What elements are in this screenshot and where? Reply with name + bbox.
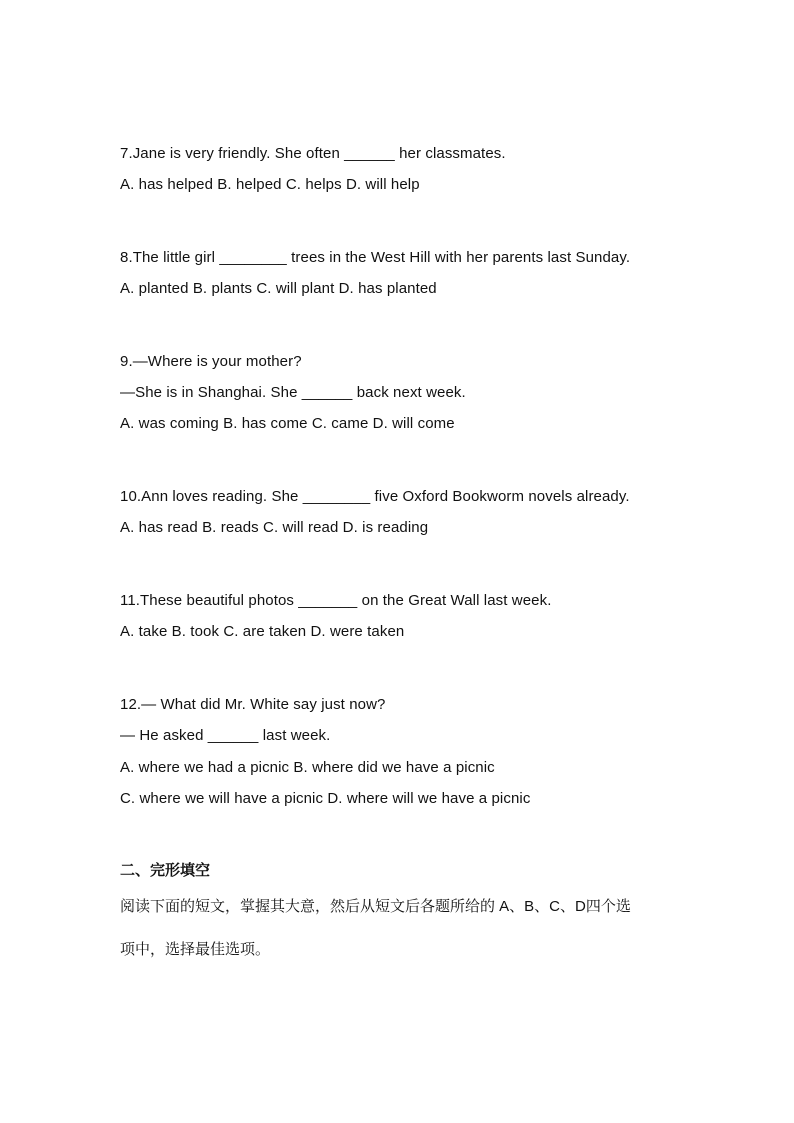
question-12-options-line-1: A. where we had a picnic B. where did we have a picnic [120, 759, 495, 776]
question-8-stem: 8.The little girl ________ trees in the West Hill with her parents last Sunday. [120, 249, 631, 266]
question-10-options: A. has read B. reads C. will read D. is reading [120, 519, 429, 536]
question-12-stem-line-2: — He asked ______ last week. [120, 727, 331, 744]
question-11-options: A. take B. took C. are taken D. were taken [120, 623, 405, 640]
question-10-stem: 10.Ann loves reading. She ________ five Oxford Bookworm novels already. [120, 488, 630, 505]
question-12-options-line-2: C. where we will have a picnic D. where will we have a picnic [120, 790, 531, 807]
question-7-options: A. has helped B. helped C. helps D. will help [120, 176, 420, 193]
question-9-stem-line-1: 9.—Where is your mother? [120, 353, 302, 370]
question-8-options: A. planted B. plants C. will plant D. has planted [120, 280, 437, 297]
question-12-stem-line-1: 12.— What did Mr. White say just now? [120, 696, 386, 713]
section-heading: 二、完形填空 [120, 862, 211, 879]
question-11-stem: 11.These beautiful photos _______ on the Great Wall last week. [120, 592, 552, 609]
question-9-options: A. was coming B. has come C. came D. will come [120, 415, 455, 432]
question-9-stem-line-2: —She is in Shanghai. She ______ back next week. [120, 384, 466, 401]
section-instructions-line-1: 阅读下面的短文，掌握其大意，然后从短文后各题所给的 A、B、C、D四个选 [120, 898, 631, 915]
question-7-stem: 7.Jane is very friendly. She often ______ her classmates. [120, 145, 506, 162]
section-instructions-line-2: 项中，选择最佳选项。 [120, 941, 271, 958]
